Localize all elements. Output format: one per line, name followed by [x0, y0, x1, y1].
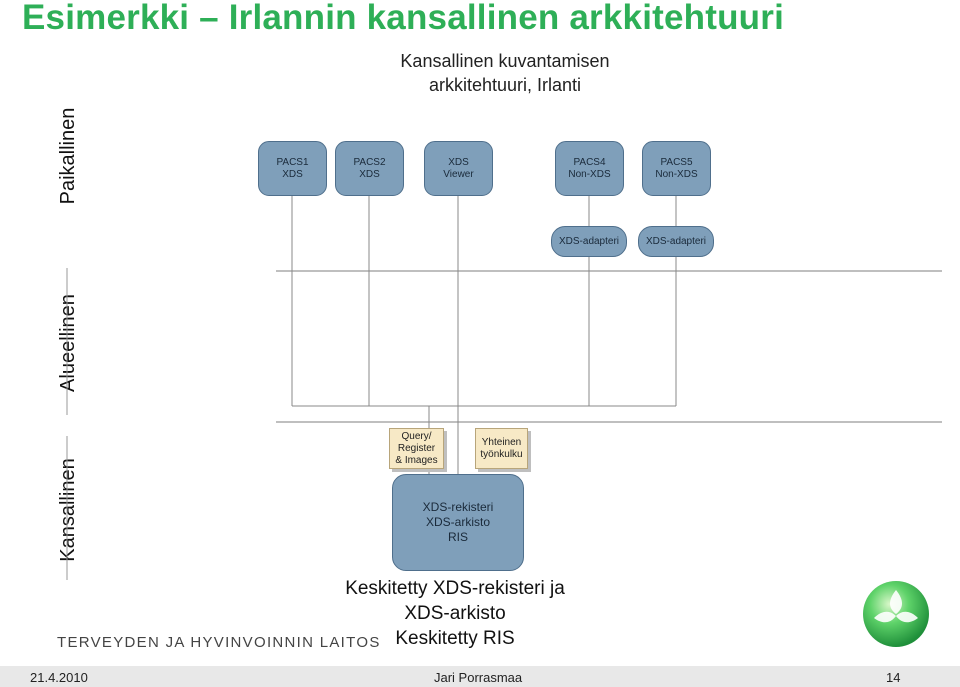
central-line-1: XDS-rekisteri [422, 500, 494, 514]
workflow-note-line-1: Yhteinen [481, 436, 522, 448]
query-note-line-1: Query/ [401, 430, 432, 442]
pacs5-type: Non-XDS [655, 168, 698, 180]
footer-page-number: 14 [886, 670, 901, 685]
pacs4-name: PACS4 [573, 156, 606, 168]
caption-line-1: Keskitetty XDS-rekisteri ja [345, 578, 565, 599]
query-register-images-note [389, 428, 444, 469]
pacs2-box [335, 141, 404, 196]
caption-line-3: Keskitetty RIS [395, 628, 515, 649]
query-note-line-3: & Images [395, 454, 438, 466]
footer-bar [0, 666, 960, 687]
pacs1-name: PACS1 [276, 156, 309, 168]
footer-date: 21.4.2010 [30, 670, 88, 685]
pacs4-type: Non-XDS [568, 168, 611, 180]
subtitle-line-1: Kansallinen kuvantamisen [400, 51, 610, 71]
central-line-3: RIS [447, 530, 468, 544]
slide-title: Esimerkki – Irlannin kansallinen arkkitehtuuri [22, 0, 784, 37]
xds-adapter-2: XDS-adapteri [638, 226, 714, 257]
query-note-line-2: Register [397, 442, 436, 454]
footer-author: Jari Porrasmaa [434, 670, 523, 685]
shared-workflow-note [475, 428, 528, 469]
pacs1-type: XDS [282, 168, 303, 180]
pacs5-name: PACS5 [660, 156, 693, 168]
central-registry-box [392, 474, 524, 571]
caption-line-2: XDS-arkisto [404, 603, 506, 624]
xds-viewer-line-1: XDS [448, 156, 469, 168]
pacs2-name: PACS2 [353, 156, 386, 168]
xds-viewer-line-2: Viewer [443, 168, 474, 180]
organization-name: TERVEYDEN JA HYVINVOINNIN LAITOS [57, 634, 381, 651]
pacs1-box [258, 141, 327, 196]
pacs2-type: XDS [359, 168, 380, 180]
pacs5-box [642, 141, 711, 196]
organization-logo-icon [860, 578, 932, 650]
side-label-local: Paikallinen [57, 107, 79, 205]
subtitle-line-2: arkkitehtuuri, Irlanti [428, 75, 582, 95]
pacs4-box [555, 141, 624, 196]
central-line-2: XDS-arkisto [425, 515, 490, 529]
xds-adapter-1: XDS-adapteri [551, 226, 627, 257]
workflow-note-line-2: työnkulku [480, 448, 523, 460]
xds-viewer-box [424, 141, 493, 196]
side-label-regional: Alueellinen [57, 294, 79, 392]
side-label-national: Kansallinen [57, 458, 79, 562]
